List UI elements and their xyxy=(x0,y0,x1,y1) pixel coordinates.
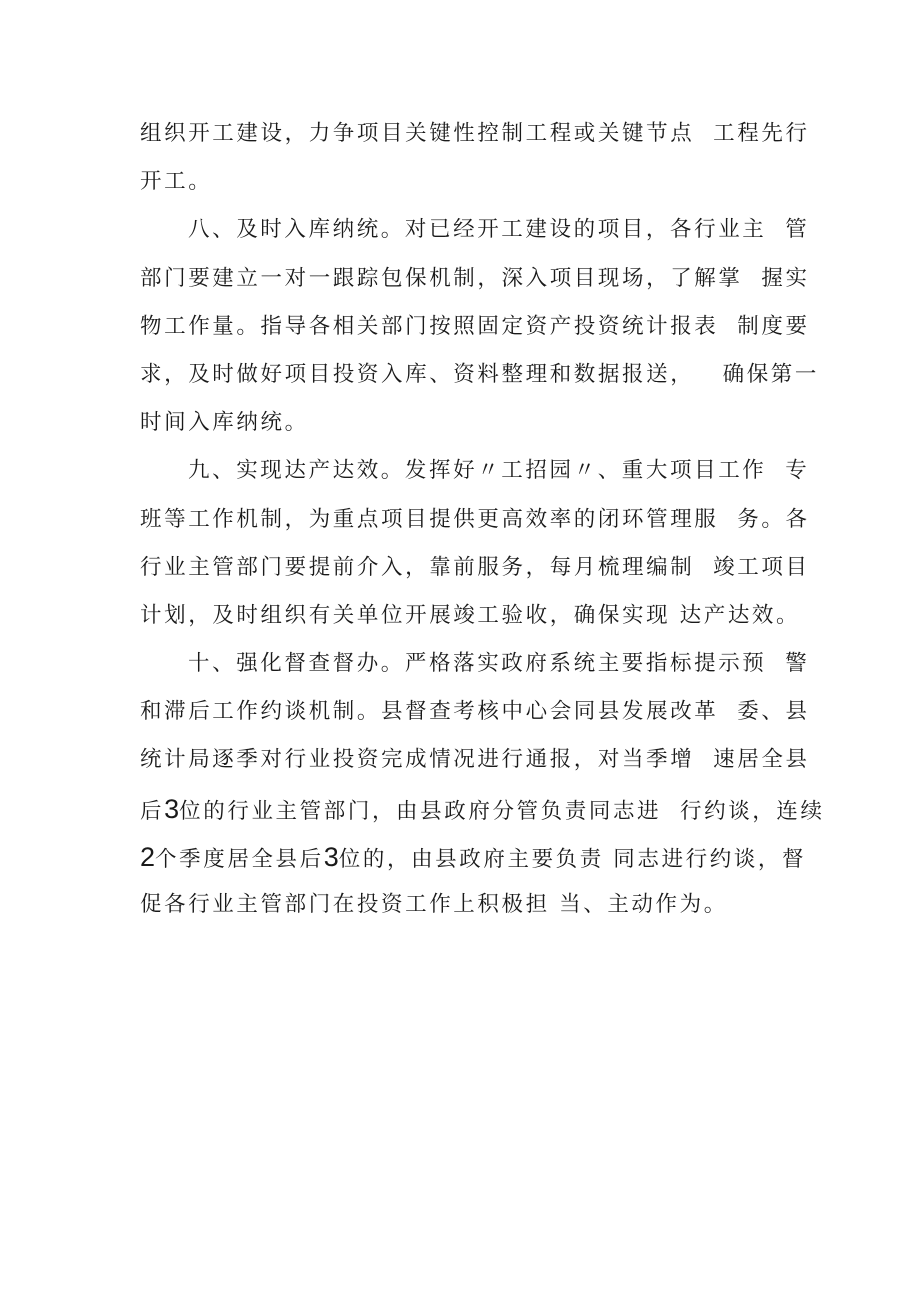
text-line: 行业主管部门要提前介入，靠前服务，每月梳理编制 竣工项目 xyxy=(140,554,810,580)
text-line: 部门要建立一对一跟踪包保机制，深入项目现场，了解掌 握实 xyxy=(140,265,810,291)
text-line: 统计局逐季对行业投资完成情况进行通报，对当季增 速居全县 xyxy=(140,747,810,773)
text-line: 组织开工建设，力争项目关键性控制工程或关键节点 工程先行 xyxy=(140,121,810,146)
rank-number: 3 xyxy=(164,793,180,824)
text-line: 时间入库纳统。 xyxy=(140,410,309,436)
text-line: 促各行业主管部门在投资工作上积极担 当、主动作为。 xyxy=(140,892,728,917)
text-fragment: 个季度居全县后 xyxy=(155,846,324,872)
paragraph-production xyxy=(140,447,810,640)
text-fragment: 后 xyxy=(140,798,165,824)
text-line: 物工作量。指导各相关部门按照固定资产投资统计报表 制度要 xyxy=(140,313,810,339)
paragraph-supervision xyxy=(140,640,825,929)
text-line: 九、实现达产达效。发挥好〃工招园〃、重大项目工作 专 xyxy=(188,458,810,484)
quarter-count-number: 2 xyxy=(140,841,156,872)
document-body xyxy=(140,110,825,929)
text-line: 班等工作机制，为重点项目提供更高效率的闭环管理服 务。各 xyxy=(140,506,810,532)
text-line: 八、及时入库纳统。对已经开工建设的项目，各行业主 管 xyxy=(188,217,810,243)
paragraph-project-start xyxy=(140,110,810,206)
text-line: 十、强化督查督办。严格落实政府系统主要指标提示预 警 xyxy=(188,651,810,677)
text-line: 开工。 xyxy=(140,169,213,195)
text-line: 计划，及时组织有关单位开展竣工验收，确保实现 达产达效。 xyxy=(140,602,801,628)
paragraph-warehousing xyxy=(140,206,820,447)
rank-number: 3 xyxy=(323,841,339,872)
text-fragment: 位的行业主管部门，由县政府分管负责同志进 行约谈，连续 xyxy=(179,798,825,824)
text-line: 求，及时做好项目投资入库、资料整理和数据报送， 确保第一 xyxy=(140,361,820,387)
text-fragment: 位的，由县政府主要负责 同志进行约谈，督 xyxy=(338,846,807,872)
text-line-with-number xyxy=(140,833,807,881)
text-line-with-number xyxy=(140,785,825,833)
text-line: 和滞后工作约谈机制。县督查考核中心会同县发展改革 委、县 xyxy=(140,699,810,725)
